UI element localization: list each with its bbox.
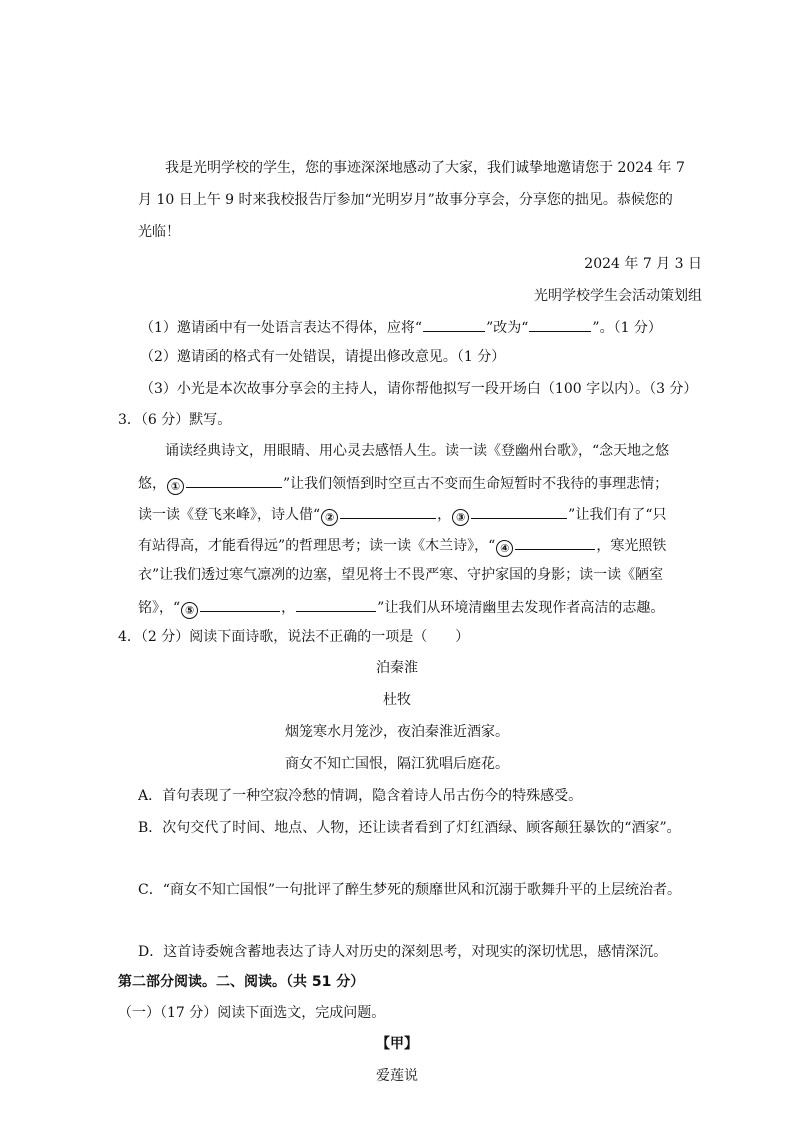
passage-label-jia: 【甲】: [376, 1036, 418, 1052]
blank-number-5: ⑤: [181, 602, 198, 619]
poem-line-1: 烟笼寒水月笼沙，夜泊秦淮近酒家。: [285, 724, 509, 740]
q3-line-2: [0, 472, 794, 492]
q2-sub1-text-c: ”。（1 分）: [592, 320, 662, 336]
blank-number-4: ④: [496, 540, 513, 557]
q2-sub1-text-a: （1）邀请函中有一处语言表达不得体，应将“: [140, 320, 423, 336]
q3-line-6-text-b: ，: [281, 600, 296, 616]
q3-line-3-text-b: ，: [437, 507, 452, 523]
blank-number-2: ②: [321, 509, 338, 526]
q3-line-6-text-c: ”让我们从环境清幽里去发现作者高洁的志趣。: [377, 600, 665, 616]
q2-sub2: （2）邀请函的格式有一处错误，请提出修改意见。（1 分）: [140, 349, 506, 365]
letter-body-line-1: 我是光明学校的学生，您的事迹深深地感动了大家，我们诚挚地邀请您于 2024 年 7: [165, 160, 685, 176]
q3-line-3-text-c: ”让我们有了“只: [568, 507, 667, 523]
q3-title: 3．（6 分）默写。: [118, 412, 232, 428]
essay-title: 爱莲说: [376, 1068, 418, 1084]
option-b[interactable]: B．次句交代了时间、地点、人物，还让读者看到了灯红酒绿、顾客颠狂暴饮的“酒家”。: [138, 820, 681, 836]
option-d[interactable]: D．这首诗委婉含蓄地表达了诗人对历史的深刻思考，对现实的深切忧思，感情深沉。: [138, 944, 668, 960]
q3-line-6-text-a: 铭》，“: [138, 600, 181, 616]
q2-sub1-blank-2[interactable]: [529, 316, 591, 332]
dictation-blank-5a[interactable]: [200, 596, 280, 612]
poem-title: 泊秦淮: [376, 660, 418, 676]
letter-date: 2024 年 7 月 3 日: [584, 256, 702, 272]
letter-body-line-3: 光临！: [138, 224, 180, 240]
section-1-instructions: （一）（17 分）阅读下面选文，完成问题。: [118, 1005, 386, 1021]
q3-line-6: [0, 596, 794, 616]
blank-number-1: ①: [167, 478, 184, 495]
option-a[interactable]: A．首句表现了一种空寂冷愁的情调，隐含着诗人吊古伤今的特殊感受。: [138, 788, 583, 804]
dictation-blank-1[interactable]: [186, 472, 282, 488]
q2-sub3: （3）小光是本次故事分享会的主持人，请你帮他拟写一段开场白（100 字以内）。（3 分）: [140, 381, 698, 397]
q3-line-3-text-a: 读一读《登飞来峰》，诗人借“: [138, 507, 321, 523]
q3-line-2-text-a: 悠，: [138, 476, 166, 492]
q3-line-4-text-a: 有站得高，才能看得远”的哲理思考；读一读《木兰诗》，“: [138, 538, 496, 554]
q3-line-4: [0, 534, 794, 554]
option-c[interactable]: C．“商女不知亡国恨”一句批评了醉生梦死的颓靡世风和沉溺于歌舞升平的上层统治者。: [138, 882, 682, 898]
poem-line-2: 商女不知亡国恨，隔江犹唱后庭花。: [285, 756, 509, 772]
letter-signature: 光明学校学生会活动策划组: [534, 288, 702, 304]
q3-line-5: 衣”让我们透过寒气凛冽的边塞，望见将士不畏严寒、守护家国的身影；读一读《陋室: [138, 567, 664, 583]
dictation-blank-3[interactable]: [471, 503, 567, 519]
dictation-blank-5b[interactable]: [296, 596, 376, 612]
q3-line-3: [0, 503, 794, 523]
dictation-blank-2[interactable]: [340, 503, 436, 519]
dictation-blank-4[interactable]: [515, 534, 595, 550]
blank-number-3: ③: [452, 509, 469, 526]
q2-sub1-blank-1[interactable]: [423, 316, 485, 332]
q3-line-2-text-b: ”让我们领悟到时空亘古不变而生命短暂时不我待的事理悲情；: [283, 476, 669, 492]
part2-heading: 第二部分阅读。二、阅读。（共 51 分）: [118, 974, 365, 990]
poem-author: 杜牧: [383, 692, 411, 708]
q3-line-1: 诵读经典诗文，用眼睛、用心灵去感悟人生。读一读《登幽州台歌》，“念天地之悠: [165, 443, 670, 459]
letter-body-line-2: 月 10 日上午 9 时来我校报告厅参加“光明岁月”故事分享会，分享您的拙见。恭候您的: [138, 192, 673, 208]
q2-sub1-text-b: ”改为“: [486, 320, 529, 336]
q3-line-4-text-b: ，寒光照铁: [596, 538, 667, 554]
q4-title: 4．（2 分）阅读下面诗歌，说法不正确的一项是（ ）: [118, 629, 470, 645]
q2-sub1: [0, 316, 794, 336]
